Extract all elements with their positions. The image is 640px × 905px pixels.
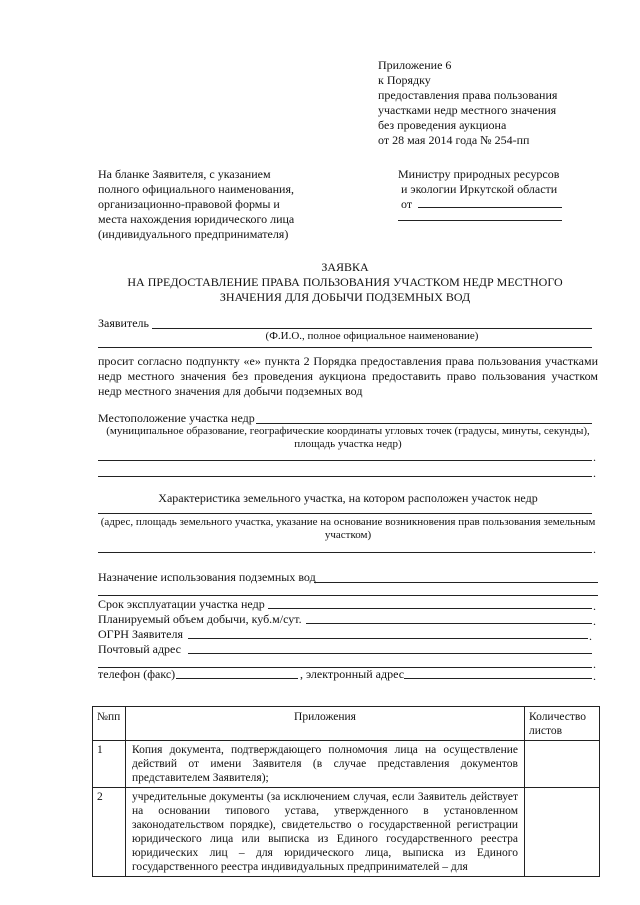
term-field[interactable] [268, 608, 592, 609]
line-dot: . [593, 450, 596, 464]
addressee-line: Министру природных ресурсов [398, 167, 560, 181]
location-label: Местоположение участка недр [98, 411, 255, 425]
volume-field[interactable] [306, 623, 592, 624]
line-dot: . [593, 466, 596, 480]
volume-label: Планируемый объем добычи, куб.м/сут. [98, 612, 302, 626]
letterhead-line: (индивидуального предпринимателя) [98, 227, 289, 241]
applicant-label: Заявитель [98, 316, 149, 330]
appendix-line: от 28 мая 2014 года № 254-пп [378, 133, 530, 147]
addressee-second-field[interactable] [398, 220, 562, 221]
header-sheet-count: Количество листов [525, 707, 600, 741]
title-line-3: ЗНАЧЕНИЯ ДЛЯ ДОБЫЧИ ПОДЗЕМНЫХ ВОД [219, 290, 471, 304]
line-dot: . [593, 657, 596, 671]
appendix-line: к Порядку [378, 73, 431, 87]
phone-field[interactable] [176, 678, 298, 679]
location-hint: (муниципальное образование, географические координаты угловых точек (градусы, минуты, секунды), площадь участка недр) [106, 425, 590, 450]
land-hint: (адрес, площадь земельного участка, указание на основание возникновения прав пользования земельным участком) [100, 516, 596, 541]
title-line-1: ЗАЯВКА [321, 260, 369, 274]
addressee-line: и экологии Иркутской области [401, 182, 558, 196]
letterhead-line: места нахождения юридического лица [98, 212, 295, 226]
letterhead-line: На бланке Заявителя, с указанием [98, 167, 271, 181]
title-line-2: НА ПРЕДОСТАВЛЕНИЕ ПРАВА ПОЛЬЗОВАНИЯ УЧАСТКОМ НЕДР МЕСТНОГО [127, 275, 563, 289]
ogrn-field[interactable] [188, 638, 588, 639]
appendix-block [378, 58, 618, 148]
header-number: №пп [93, 707, 126, 741]
line-dot: . [593, 599, 596, 613]
location-field-3[interactable] [98, 476, 592, 477]
email-field[interactable] [404, 678, 592, 679]
addressee-block [398, 167, 598, 212]
row-description: Копия документа, подтверждающего полномочия лица на осуществление действий от имени Заявителя (в случае представления документов представителем Заявителя); [126, 741, 525, 788]
email-label: , электронный адрес [300, 667, 405, 681]
appendix-line: предоставления права пользования [378, 88, 558, 102]
ogrn-label: ОГРН Заявителя [98, 627, 183, 641]
letterhead-line: организационно-правовой формы и [98, 197, 280, 211]
appendix-line: Приложение 6 [378, 58, 452, 72]
letterhead-note [98, 167, 348, 242]
postal-label: Почтовый адрес [98, 642, 182, 656]
request-paragraph: просит согласно подпункту «е» пункта 2 Порядка предоставления права пользования участками недр местного значения без проведения аукциона предоставить право пользования участком недр местного значения для добычи подземных вод [98, 354, 598, 398]
table-header-row [93, 707, 600, 741]
document-title [90, 260, 600, 305]
applicant-field-2[interactable] [98, 347, 592, 348]
term-label: Срок эксплуатации участка недр [98, 597, 265, 611]
header-attachments: Приложения [126, 707, 525, 741]
attachments-table-wrap [92, 706, 600, 877]
row-sheet-count[interactable] [525, 788, 600, 877]
row-sheet-count[interactable] [525, 741, 600, 788]
postal-field[interactable] [188, 653, 592, 654]
row-description: учредительные документы (за исключением случая, если Заявитель действует на основании типового устава, утвержденного в установленном законодательством порядке), свидетельство о государственной регистрации юридического лица или выписка из Единого государственного реестра юридических лиц – для юридического лица, выписка из Единого государственного реестра индивидуальных предпринимателей – для [126, 788, 525, 877]
purpose-field[interactable] [314, 582, 598, 583]
addressee-from-field[interactable] [418, 207, 562, 208]
table-row [93, 788, 600, 877]
appendix-line: без проведения аукциона [378, 118, 507, 132]
land-heading: Характеристика земельного участка, на котором расположен участок недр [158, 491, 538, 505]
line-dot: . [593, 669, 596, 683]
applicant-hint: (Ф.И.О., полное официальное наименование) [265, 330, 479, 342]
row-number: 2 [93, 788, 126, 877]
land-field-2[interactable] [98, 552, 592, 553]
location-field[interactable] [256, 423, 592, 424]
addressee-from-label: от [401, 197, 413, 211]
purpose-label: Назначение использования подземных вод [98, 570, 316, 584]
attachments-table [92, 706, 600, 877]
location-field-2[interactable] [98, 460, 592, 461]
line-dot: . [589, 629, 592, 643]
land-field[interactable] [98, 513, 592, 514]
table-row [93, 741, 600, 788]
applicant-field[interactable] [152, 328, 592, 329]
row-number: 1 [93, 741, 126, 788]
phone-label: телефон (факс) [98, 667, 176, 681]
appendix-line: участками недр местного значения [378, 103, 557, 117]
letterhead-line: полного официального наименования, [98, 182, 294, 196]
line-dot: . [593, 614, 596, 628]
purpose-field-2[interactable] [98, 595, 598, 596]
line-dot: . [593, 542, 596, 556]
